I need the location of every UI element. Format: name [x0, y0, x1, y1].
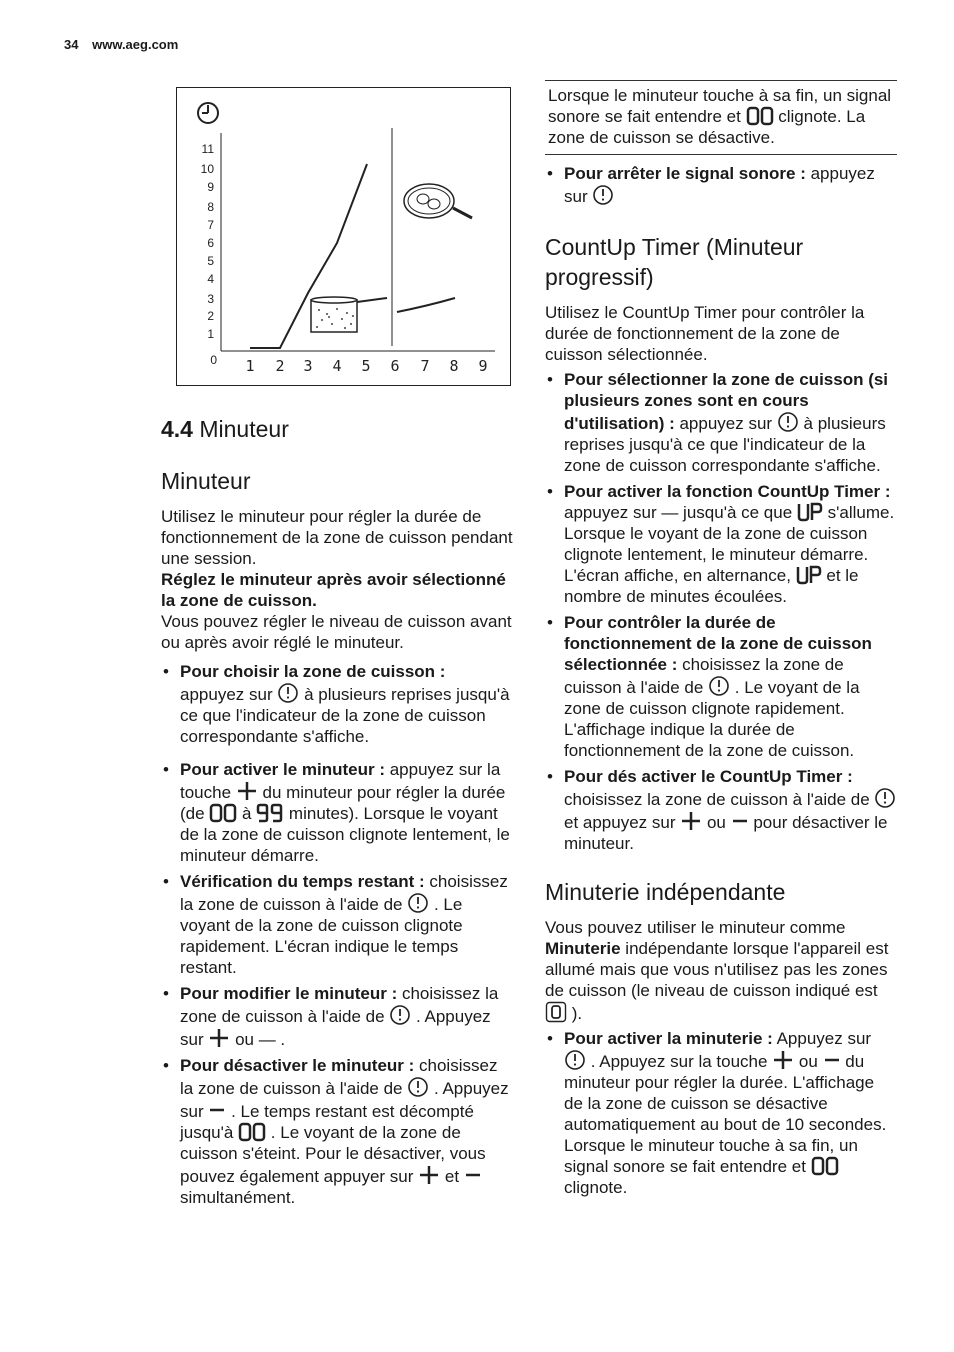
intro-text: Utilisez le minuteur pour régler la durée de fonctionnement de la zone de cuisson pendant une session.: [161, 507, 513, 568]
plus-icon: [208, 1027, 230, 1049]
list-item: • Pour choisir la zone de cuisson : appuyez sur à plusieurs reprises jusqu'à ce que l'indicateur de la zone de cuisson correspondante s'affiche.: [161, 661, 513, 747]
power-icon: [389, 1004, 411, 1026]
list-item: • Vérification du temps restant : choisissez la zone de cuisson à l'aide de . Le voyant de la zone de cuisson clignote rapidement. L'écran indique le temps restant.: [161, 871, 513, 978]
power-icon: [592, 184, 614, 206]
y-tick-5: 5: [207, 254, 214, 268]
display-00-icon: [746, 106, 774, 126]
power-icon: [407, 892, 429, 914]
power-icon: [874, 787, 896, 809]
x-tick-9: 9: [478, 357, 488, 375]
display-99-icon: [256, 803, 284, 823]
x-tick-2: 2: [275, 357, 285, 375]
display-zero-icon: [545, 1001, 567, 1023]
list-item: • Pour arrêter le signal sonore : appuyez sur: [545, 163, 897, 207]
section-heading: [161, 414, 513, 444]
list-item: • Pour dés activer le CountUp Timer : choisissez la zone de cuisson à l'aide de et appuyez sur ou pour désactiver le minuteur.: [545, 766, 897, 854]
timer-steps: [161, 661, 513, 1208]
timer-illustration: [176, 87, 511, 386]
stop-signal-list: [545, 163, 897, 207]
list-item: • Pour contrôler la durée de fonctionnement de la zone de cuisson sélectionnée : choisissez la zone de cuisson à l'aide de . Le voyant de la zone de cuisson clignote rapidement. L'affichage indique la durée de fonctionnement de la zone de cuisson.: [545, 612, 897, 761]
independent-timer-title: Minuterie indépendante: [545, 879, 786, 905]
clock-icon: [198, 103, 218, 123]
plus-icon: [236, 780, 258, 802]
power-icon: [708, 675, 730, 697]
section-title: Minuteur: [199, 416, 289, 442]
power-icon: [407, 1076, 429, 1098]
y-tick-6: 6: [207, 236, 214, 250]
left-column: [161, 414, 513, 1213]
pot-icon: [311, 297, 387, 332]
countup-intro: Utilisez le CountUp Timer pour contrôler la durée de fonctionnement de la zone de cuisson sélectionnée.: [545, 303, 865, 364]
right-column: [545, 80, 897, 1203]
y-tick-2: 2: [207, 309, 214, 323]
minus-icon: [464, 1164, 482, 1186]
subsection-title: Minuteur: [161, 468, 251, 494]
list-item: • Pour désactiver le minuteur : choisissez la zone de cuisson à l'aide de . Appuyez sur . Le temps restant est décompté jusqu'à . Le voyant de la zone de cuisson s'éteint. Pour le désactiver, vous pouvez également appuyer sur et simultanément.: [161, 1055, 513, 1208]
timer-graph: [177, 88, 510, 385]
countup-title: CountUp Timer (Minuteur progressif): [545, 234, 804, 290]
list-item: • Pour activer la fonction CountUp Timer : appuyez sur — jusqu'à ce que s'allume. Lorsque le voyant de la zone de cuisson clignote lentement, le minuteur démarre. L'écran affiche, en alternance, et le nombre de minutes écoulées.: [545, 481, 897, 607]
plus-icon: [418, 1164, 440, 1186]
display-up-icon: [796, 565, 822, 585]
list-item: • Pour activer le minuteur : appuyez sur la touche du minuteur pour régler la durée (de à minutes). Lorsque le voyant de la zone de cuisson clignote lentement, le minuteur démarre.: [161, 759, 513, 866]
y-tick-7: 7: [207, 218, 214, 232]
display-00-icon: [209, 803, 237, 823]
plus-icon: [772, 1049, 794, 1071]
end-of-timer-note: Lorsque le minuteur touche à sa fin, un signal sonore se fait entendre et clignote. La zone de cuisson se désactive.: [545, 80, 897, 155]
minus-icon: [823, 1049, 841, 1071]
website-url: www.aeg.com: [92, 37, 179, 52]
x-tick-6: 6: [390, 357, 400, 375]
y-tick-9: 9: [207, 180, 214, 194]
y-tick-10: 10: [200, 162, 214, 176]
list-item: • Pour sélectionner la zone de cuisson (si plusieurs zones sont en cours d'utilisation) : appuyez sur à plusieurs reprises jusqu'à ce que l'indicateur de la zone de cuisson correspondante s'affiche.: [545, 369, 897, 476]
intro-text-2: Vous pouvez régler le niveau de cuisson avant ou après avoir réglé le minuteur.: [161, 612, 512, 652]
intro-bold-text: Réglez le minuteur après avoir sélectionné la zone de cuisson.: [161, 570, 506, 610]
y-tick-3: 3: [207, 292, 214, 306]
list-item: • Pour activer la minuterie : Appuyez sur . Appuyez sur la touche ou du minuteur pour régler la durée. L'affichage de la zone de cuisson se désactive automatiquement au bout de 10 secondes. Lorsque le minuteur touche à sa fin, un signal sonore se fait entendre et clignote.: [545, 1028, 897, 1198]
section-number: 4.4: [161, 416, 193, 442]
display-00-icon: [811, 1156, 839, 1176]
x-tick-4: 4: [332, 357, 342, 375]
page-number: 34: [64, 37, 79, 52]
x-tick-8: 8: [449, 357, 459, 375]
minus-icon: [208, 1099, 226, 1121]
y-tick-0: 0: [210, 353, 217, 367]
frying-pan-icon: [404, 184, 472, 218]
page-header: [64, 37, 178, 52]
x-tick-1: 1: [245, 357, 255, 375]
list-item: • Pour modifier le minuteur : choisissez la zone de cuisson à l'aide de . Appuyez sur ou — .: [161, 983, 513, 1050]
minus-icon: [731, 810, 749, 832]
y-tick-8: 8: [207, 200, 214, 214]
display-up-icon: [797, 502, 823, 522]
display-00-icon: [238, 1122, 266, 1142]
x-tick-7: 7: [420, 357, 430, 375]
x-tick-5: 5: [361, 357, 371, 375]
y-tick-4: 4: [207, 272, 214, 286]
y-tick-1: 1: [207, 327, 214, 341]
power-icon: [277, 682, 299, 704]
x-tick-3: 3: [303, 357, 313, 375]
independent-timer-steps: [545, 1028, 897, 1198]
keep-warm-curve: [397, 298, 455, 312]
y-tick-11: 11: [201, 142, 214, 156]
countup-steps: [545, 369, 897, 854]
independent-timer-intro: Vous pouvez utiliser le minuteur comme Minuterie indépendante lorsque l'appareil est allumé mais que vous n'utilisez pas les zones de cuisson (le niveau de cuisson indiqué est ).: [545, 918, 889, 1023]
power-icon: [777, 411, 799, 433]
power-icon: [564, 1049, 586, 1071]
plus-icon: [680, 810, 702, 832]
